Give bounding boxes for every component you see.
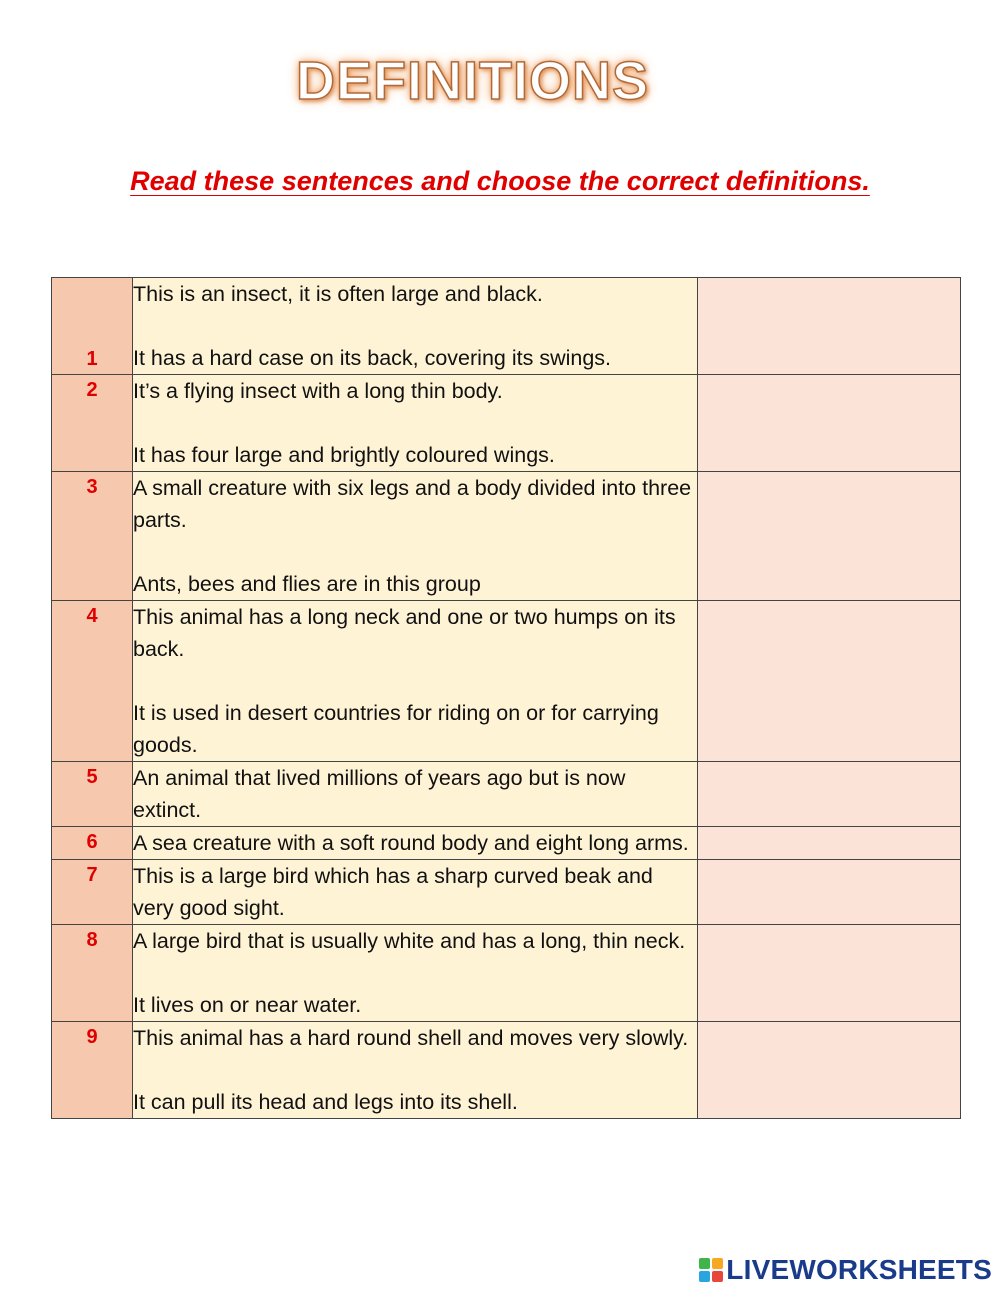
table-row xyxy=(52,762,961,827)
instruction-text: Read these sentences and choose the correct definitions. xyxy=(130,166,870,196)
answer-field[interactable] xyxy=(698,762,961,827)
row-number-cell xyxy=(52,601,133,762)
answer-field[interactable] xyxy=(698,278,961,375)
definition-cell xyxy=(133,472,698,601)
definition-cell xyxy=(133,1022,698,1119)
answer-field[interactable] xyxy=(698,860,961,925)
definition-cell xyxy=(133,375,698,472)
line-gap xyxy=(133,536,697,568)
table-row xyxy=(52,278,961,375)
definition-line: This is a large bird which has a sharp curved beak and very good sight. xyxy=(133,864,653,920)
page-title: DEFINITIONS xyxy=(295,51,649,111)
definition-cell xyxy=(133,860,698,925)
definition-line: It has a hard case on its back, covering its swings. xyxy=(133,346,612,370)
definition-line: It is used in desert countries for riding on or for carrying goods. xyxy=(133,701,659,757)
row-number: 4 xyxy=(86,605,98,627)
definition-cell xyxy=(133,278,698,375)
line-gap xyxy=(133,665,697,697)
table-row xyxy=(52,472,961,601)
definition-cell xyxy=(133,925,698,1022)
logo-mark-icon xyxy=(699,1258,723,1282)
line-gap xyxy=(133,310,697,342)
table-row xyxy=(52,375,961,472)
definition-line: This animal has a long neck and one or two humps on its back. xyxy=(133,605,676,661)
row-number-cell xyxy=(52,472,133,601)
row-number: 5 xyxy=(86,766,98,788)
table-row xyxy=(52,860,961,925)
definition-cell xyxy=(133,827,698,860)
logo-text: LIVEWORKSHEETS xyxy=(726,1254,992,1285)
definition-line: This is an insect, it is often large and black. xyxy=(133,282,543,306)
definition-cell xyxy=(133,762,698,827)
liveworksheets-logo xyxy=(699,1253,992,1287)
table-row xyxy=(52,925,961,1022)
answer-field[interactable] xyxy=(698,925,961,1022)
row-number-cell xyxy=(52,375,133,472)
row-number-cell xyxy=(52,925,133,1022)
definition-cell xyxy=(133,601,698,762)
line-gap xyxy=(133,957,697,989)
answer-field[interactable] xyxy=(698,601,961,762)
line-gap xyxy=(133,1054,697,1086)
row-number: 8 xyxy=(86,929,98,951)
definition-line: It can pull its head and legs into its shell. xyxy=(133,1090,518,1114)
answer-field[interactable] xyxy=(698,472,961,601)
definition-line: This animal has a hard round shell and moves very slowly. xyxy=(133,1026,689,1050)
definition-line: A small creature with six legs and a body divided into three parts. xyxy=(133,476,692,532)
row-number: 9 xyxy=(86,1026,98,1048)
definition-line: It lives on or near water. xyxy=(133,993,362,1017)
definition-line: It’s a flying insect with a long thin body. xyxy=(133,379,503,403)
definitions-table xyxy=(51,277,961,1119)
line-gap xyxy=(133,407,697,439)
row-number-cell xyxy=(52,278,133,375)
answer-field[interactable] xyxy=(698,1022,961,1119)
row-number: 3 xyxy=(86,476,98,498)
row-number-cell xyxy=(52,860,133,925)
definition-line: A sea creature with a soft round body and eight long arms. xyxy=(133,831,689,855)
definition-line: It has four large and brightly coloured wings. xyxy=(133,443,555,467)
answer-field[interactable] xyxy=(698,827,961,860)
row-number-cell xyxy=(52,762,133,827)
row-number-cell xyxy=(52,1022,133,1119)
definition-line: A large bird that is usually white and has a long, thin neck. xyxy=(133,929,686,953)
row-number: 2 xyxy=(86,379,98,401)
table-row xyxy=(52,601,961,762)
row-number: 7 xyxy=(86,864,98,886)
answer-field[interactable] xyxy=(698,375,961,472)
row-number-cell xyxy=(52,827,133,860)
table-row xyxy=(52,1022,961,1119)
definition-line: Ants, bees and flies are in this group xyxy=(133,572,481,596)
table-row xyxy=(52,827,961,860)
row-number: 6 xyxy=(86,831,98,853)
row-number: 1 xyxy=(86,348,98,370)
definition-line: An animal that lived millions of years ago but is now extinct. xyxy=(133,766,626,822)
